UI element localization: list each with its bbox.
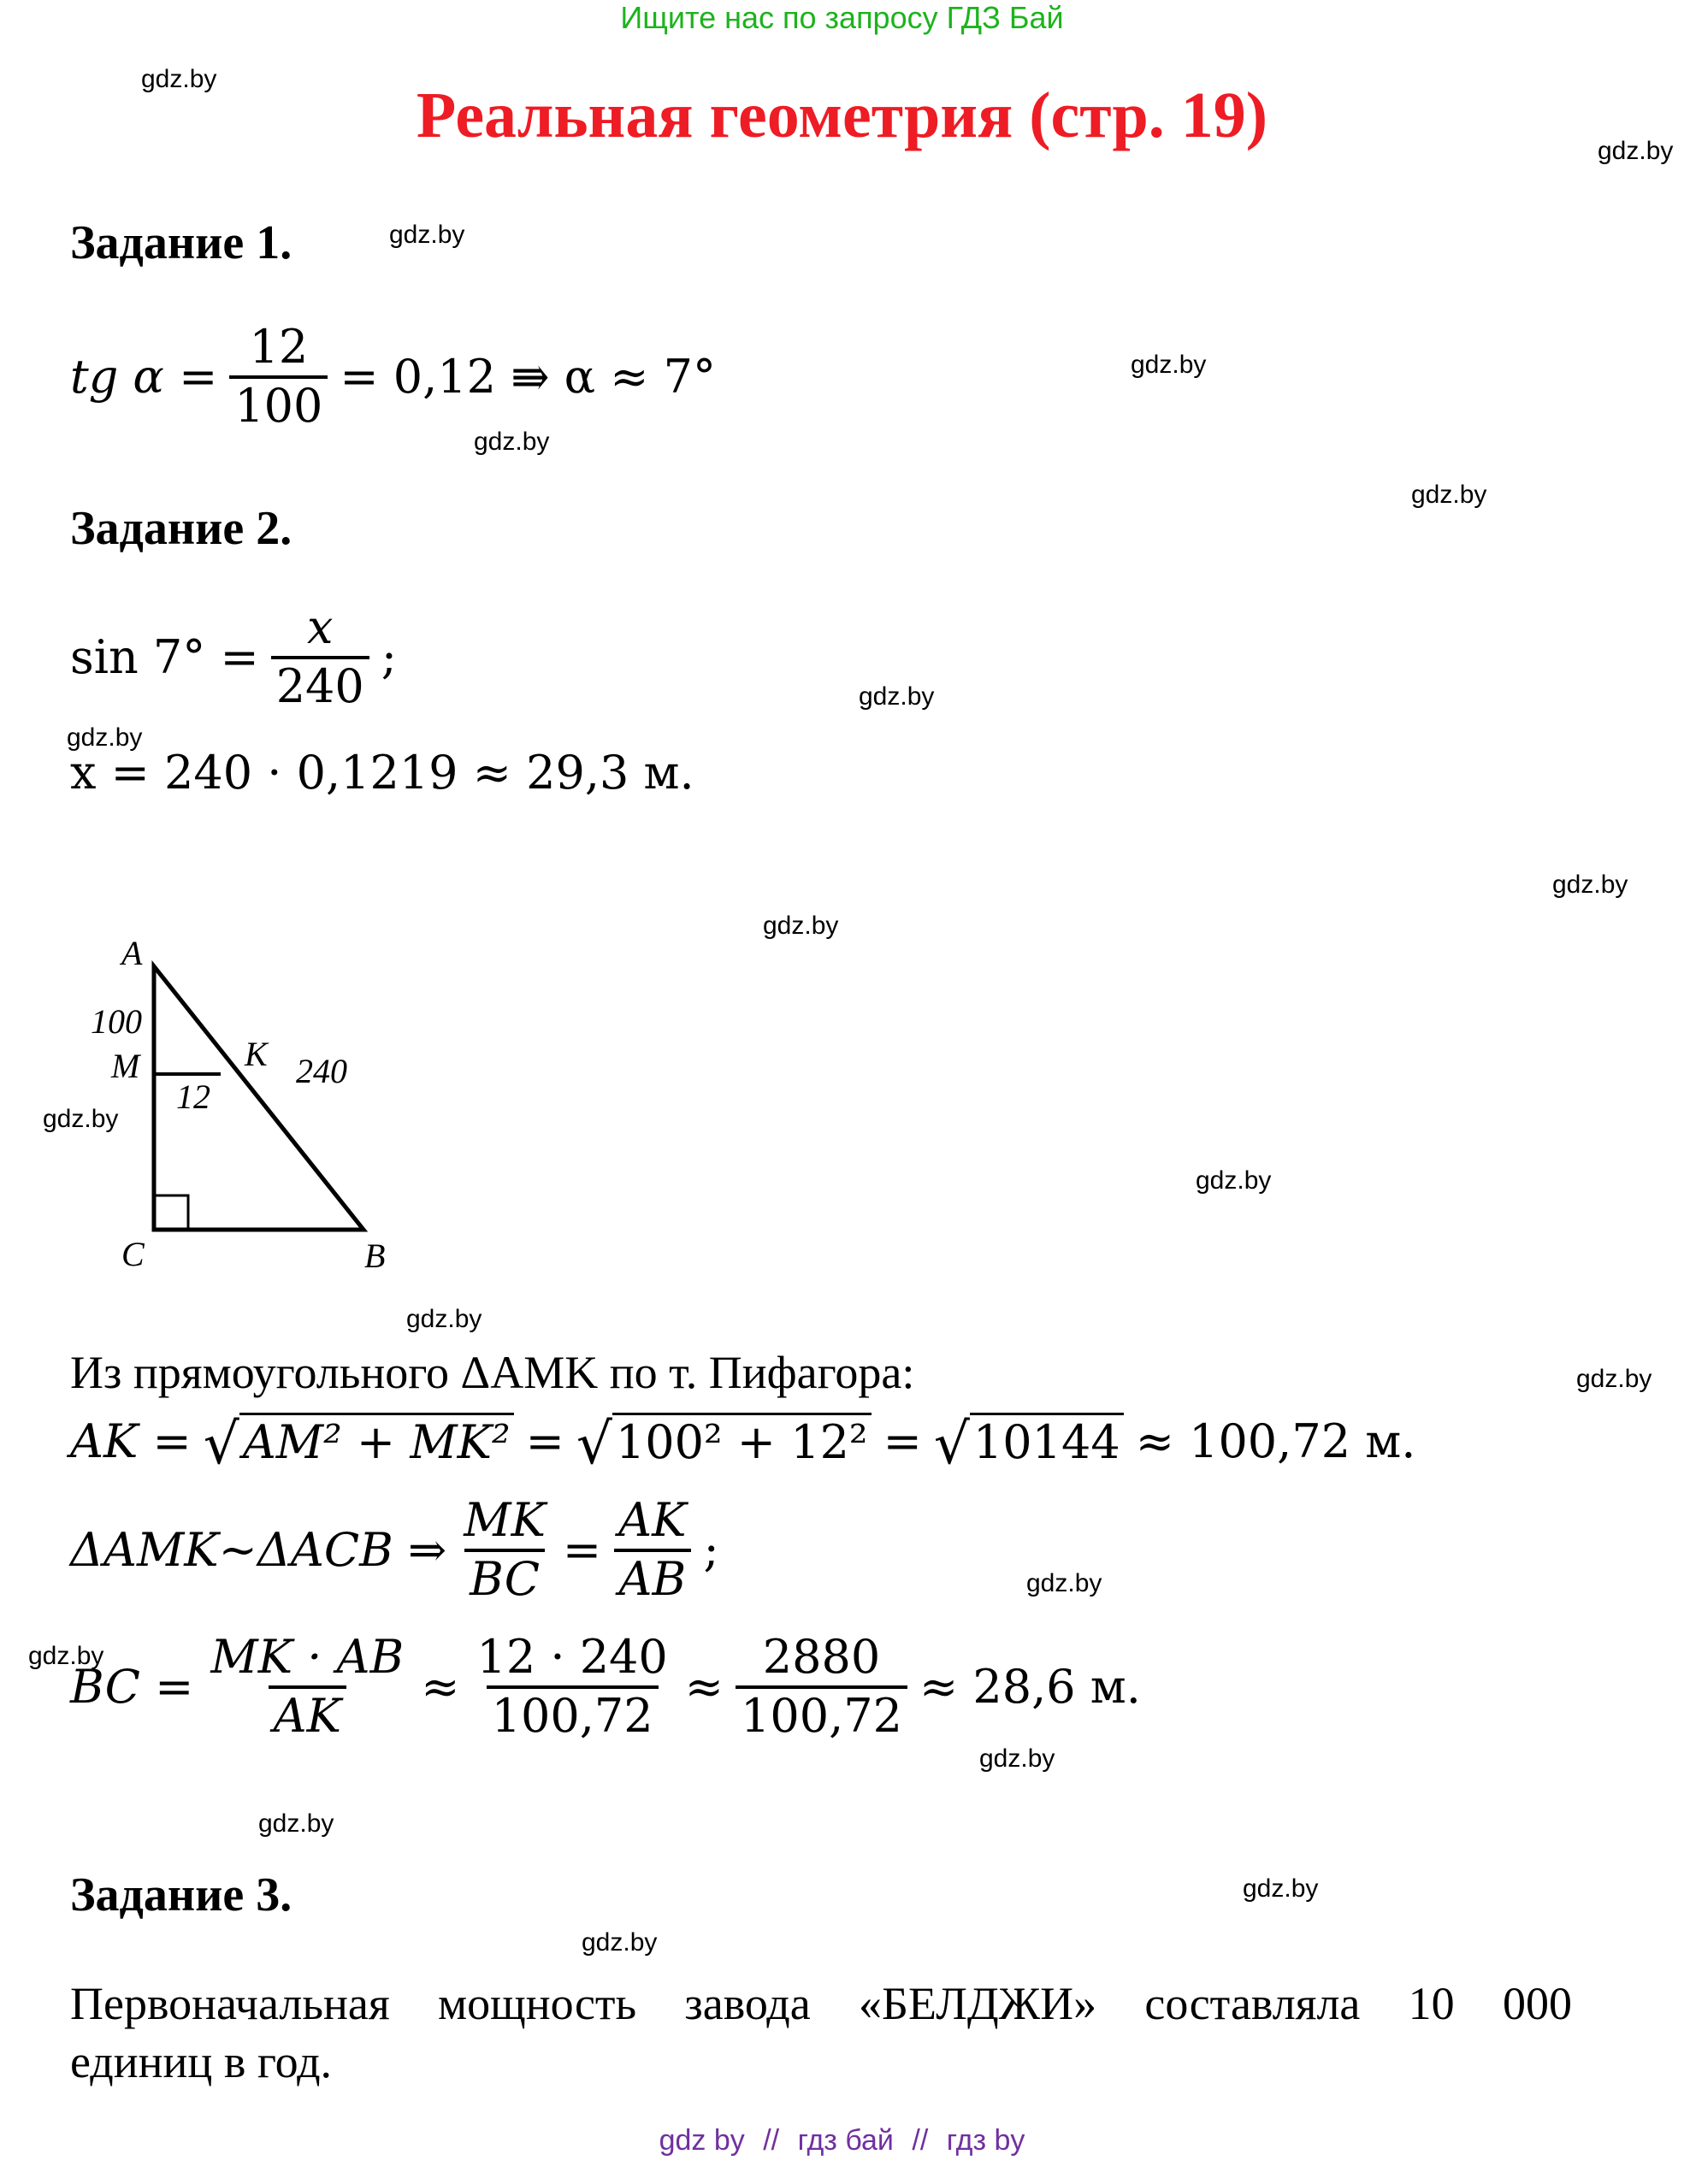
label-m: M	[111, 1047, 140, 1085]
similarity-end: ;	[703, 1523, 719, 1578]
label-a: A	[121, 934, 143, 972]
task3-paragraph-line1	[70, 1977, 1572, 2030]
watermark: gdz.by	[1196, 1166, 1272, 1195]
fraction-denominator: AB	[614, 1549, 692, 1604]
para-word: Первоначальная	[70, 1978, 390, 2029]
label-c: C	[121, 1235, 145, 1273]
task2-sine-equation	[70, 600, 397, 713]
watermark: gdz.by	[141, 65, 217, 93]
watermark: gdz.by	[474, 428, 550, 456]
sine-lhs: sin 7° =	[70, 630, 259, 685]
x-result-text: x = 240 · 0,1219 ≈ 29,3 м.	[70, 746, 694, 800]
watermark: gdz.by	[859, 682, 935, 711]
radicand: 10144	[970, 1413, 1124, 1469]
watermark: gdz.by	[1131, 351, 1207, 379]
fraction-denominator: BC	[464, 1549, 545, 1604]
pythagoras-intro: Из прямоугольного ΔAMK по т. Пифагора:	[70, 1347, 915, 1398]
task1-eq-rhs: = 0,12 ⇛ α ≈ 7°	[340, 350, 717, 404]
search-hint-banner: Ищите нас по запросу ГДЗ Бай	[620, 0, 1064, 35]
equals-sign: =	[883, 1414, 922, 1468]
fraction-denominator: 100,72	[736, 1685, 907, 1741]
fraction-denominator: 100,72	[487, 1685, 659, 1741]
footer-separator: //	[763, 2124, 780, 2157]
triangle-figure	[77, 932, 419, 1274]
equals-sign: =	[562, 1523, 602, 1578]
footer-link-gdz-by[interactable]: gdz by	[659, 2124, 745, 2157]
task1-eq-lhs: tg α =	[70, 350, 218, 404]
approx-sign: ≈	[421, 1660, 460, 1715]
radicand: AM² + MK²	[239, 1413, 514, 1469]
label-ab-length: 240	[296, 1052, 347, 1090]
task2-x-result	[70, 746, 694, 800]
fraction-numerator: MK · AB	[210, 1630, 405, 1684]
watermark: gdz.by	[1411, 481, 1487, 509]
sqrt-numeric	[576, 1411, 872, 1477]
sqrt-value	[933, 1411, 1124, 1477]
footer-link-gdz-bai[interactable]: гдз бай	[797, 2124, 894, 2157]
fraction-denominator: AK	[269, 1685, 346, 1741]
bc-lhs: BC =	[70, 1660, 194, 1715]
fraction-numerator: MK	[464, 1493, 546, 1547]
watermark: gdz.by	[979, 1744, 1055, 1773]
footer-link-gdz-by-ru[interactable]: гдз by	[946, 2124, 1025, 2157]
fraction-denominator: 100	[229, 375, 328, 431]
watermark: gdz.by	[1026, 1569, 1102, 1597]
radical-sign: √	[203, 1411, 239, 1477]
fraction-numerator: 12 · 240	[476, 1630, 668, 1684]
similarity-lhs: ΔAMK~ΔACB ⇒	[70, 1523, 447, 1578]
task1-heading: Задание 1.	[70, 216, 292, 269]
footer-links	[0, 2124, 1684, 2157]
para-word: составляла	[1144, 1978, 1361, 2029]
fraction-numerator: 2880	[762, 1630, 881, 1684]
watermark: gdz.by	[67, 723, 143, 752]
fraction-denominator: 240	[271, 656, 369, 711]
radical-sign: √	[933, 1411, 970, 1477]
watermark: gdz.by	[1576, 1365, 1652, 1393]
ratio-ak-ab	[613, 1493, 691, 1606]
ratio-mk-bc	[458, 1493, 551, 1606]
footer-separator: //	[912, 2124, 929, 2157]
sqrt-am-mk	[203, 1411, 514, 1477]
bc-result: ≈ 28,6 м.	[919, 1660, 1141, 1715]
task1-equation	[70, 320, 717, 433]
para-word: завода	[684, 1978, 811, 2029]
watermark: gdz.by	[389, 221, 465, 249]
bc-fraction-product	[736, 1630, 907, 1743]
approx-sign: ≈	[684, 1660, 724, 1715]
similarity-equation	[70, 1493, 719, 1606]
watermark: gdz.by	[582, 1928, 658, 1957]
watermark: gdz.by	[1243, 1874, 1319, 1903]
task2-heading: Задание 2.	[70, 502, 292, 555]
sine-fraction	[271, 600, 369, 713]
para-word: 000	[1502, 1978, 1572, 2029]
radical-sign: √	[576, 1411, 612, 1477]
ak-lhs: AK =	[70, 1414, 192, 1468]
fraction-numerator: x	[307, 600, 334, 654]
ak-equation	[70, 1411, 1416, 1477]
task1-fraction	[229, 320, 328, 433]
watermark: gdz.by	[258, 1809, 334, 1838]
task3-heading: Задание 3.	[70, 1868, 292, 1921]
para-word: «БЕЛДЖИ»	[859, 1978, 1097, 2029]
right-angle-mark	[154, 1195, 188, 1230]
label-b: B	[364, 1237, 386, 1274]
ak-result: ≈ 100,72 м.	[1135, 1414, 1416, 1468]
watermark: gdz.by	[28, 1642, 104, 1670]
sine-end: ;	[381, 630, 397, 685]
task3-paragraph-line2: единиц в год.	[70, 2036, 333, 2087]
bc-fraction-numeric	[471, 1630, 672, 1743]
watermark: gdz.by	[406, 1305, 482, 1333]
fraction-numerator: AK	[618, 1493, 687, 1547]
bc-equation	[70, 1630, 1141, 1743]
bc-fraction-symbolic	[205, 1630, 409, 1743]
label-am-length: 100	[91, 1002, 142, 1041]
para-word: мощность	[437, 1978, 637, 2029]
radicand: 100² + 12²	[612, 1413, 872, 1469]
watermark: gdz.by	[763, 912, 839, 940]
label-mk-length: 12	[176, 1077, 210, 1116]
label-k: K	[245, 1035, 268, 1073]
watermark: gdz.by	[43, 1105, 119, 1133]
watermark: gdz.by	[1552, 871, 1628, 899]
page-title: Реальная геометрия (стр. 19)	[416, 80, 1268, 151]
fraction-numerator: 12	[249, 320, 309, 374]
para-word: 10	[1408, 1978, 1455, 2029]
watermark: gdz.by	[1598, 137, 1674, 165]
equals-sign: =	[525, 1414, 564, 1468]
